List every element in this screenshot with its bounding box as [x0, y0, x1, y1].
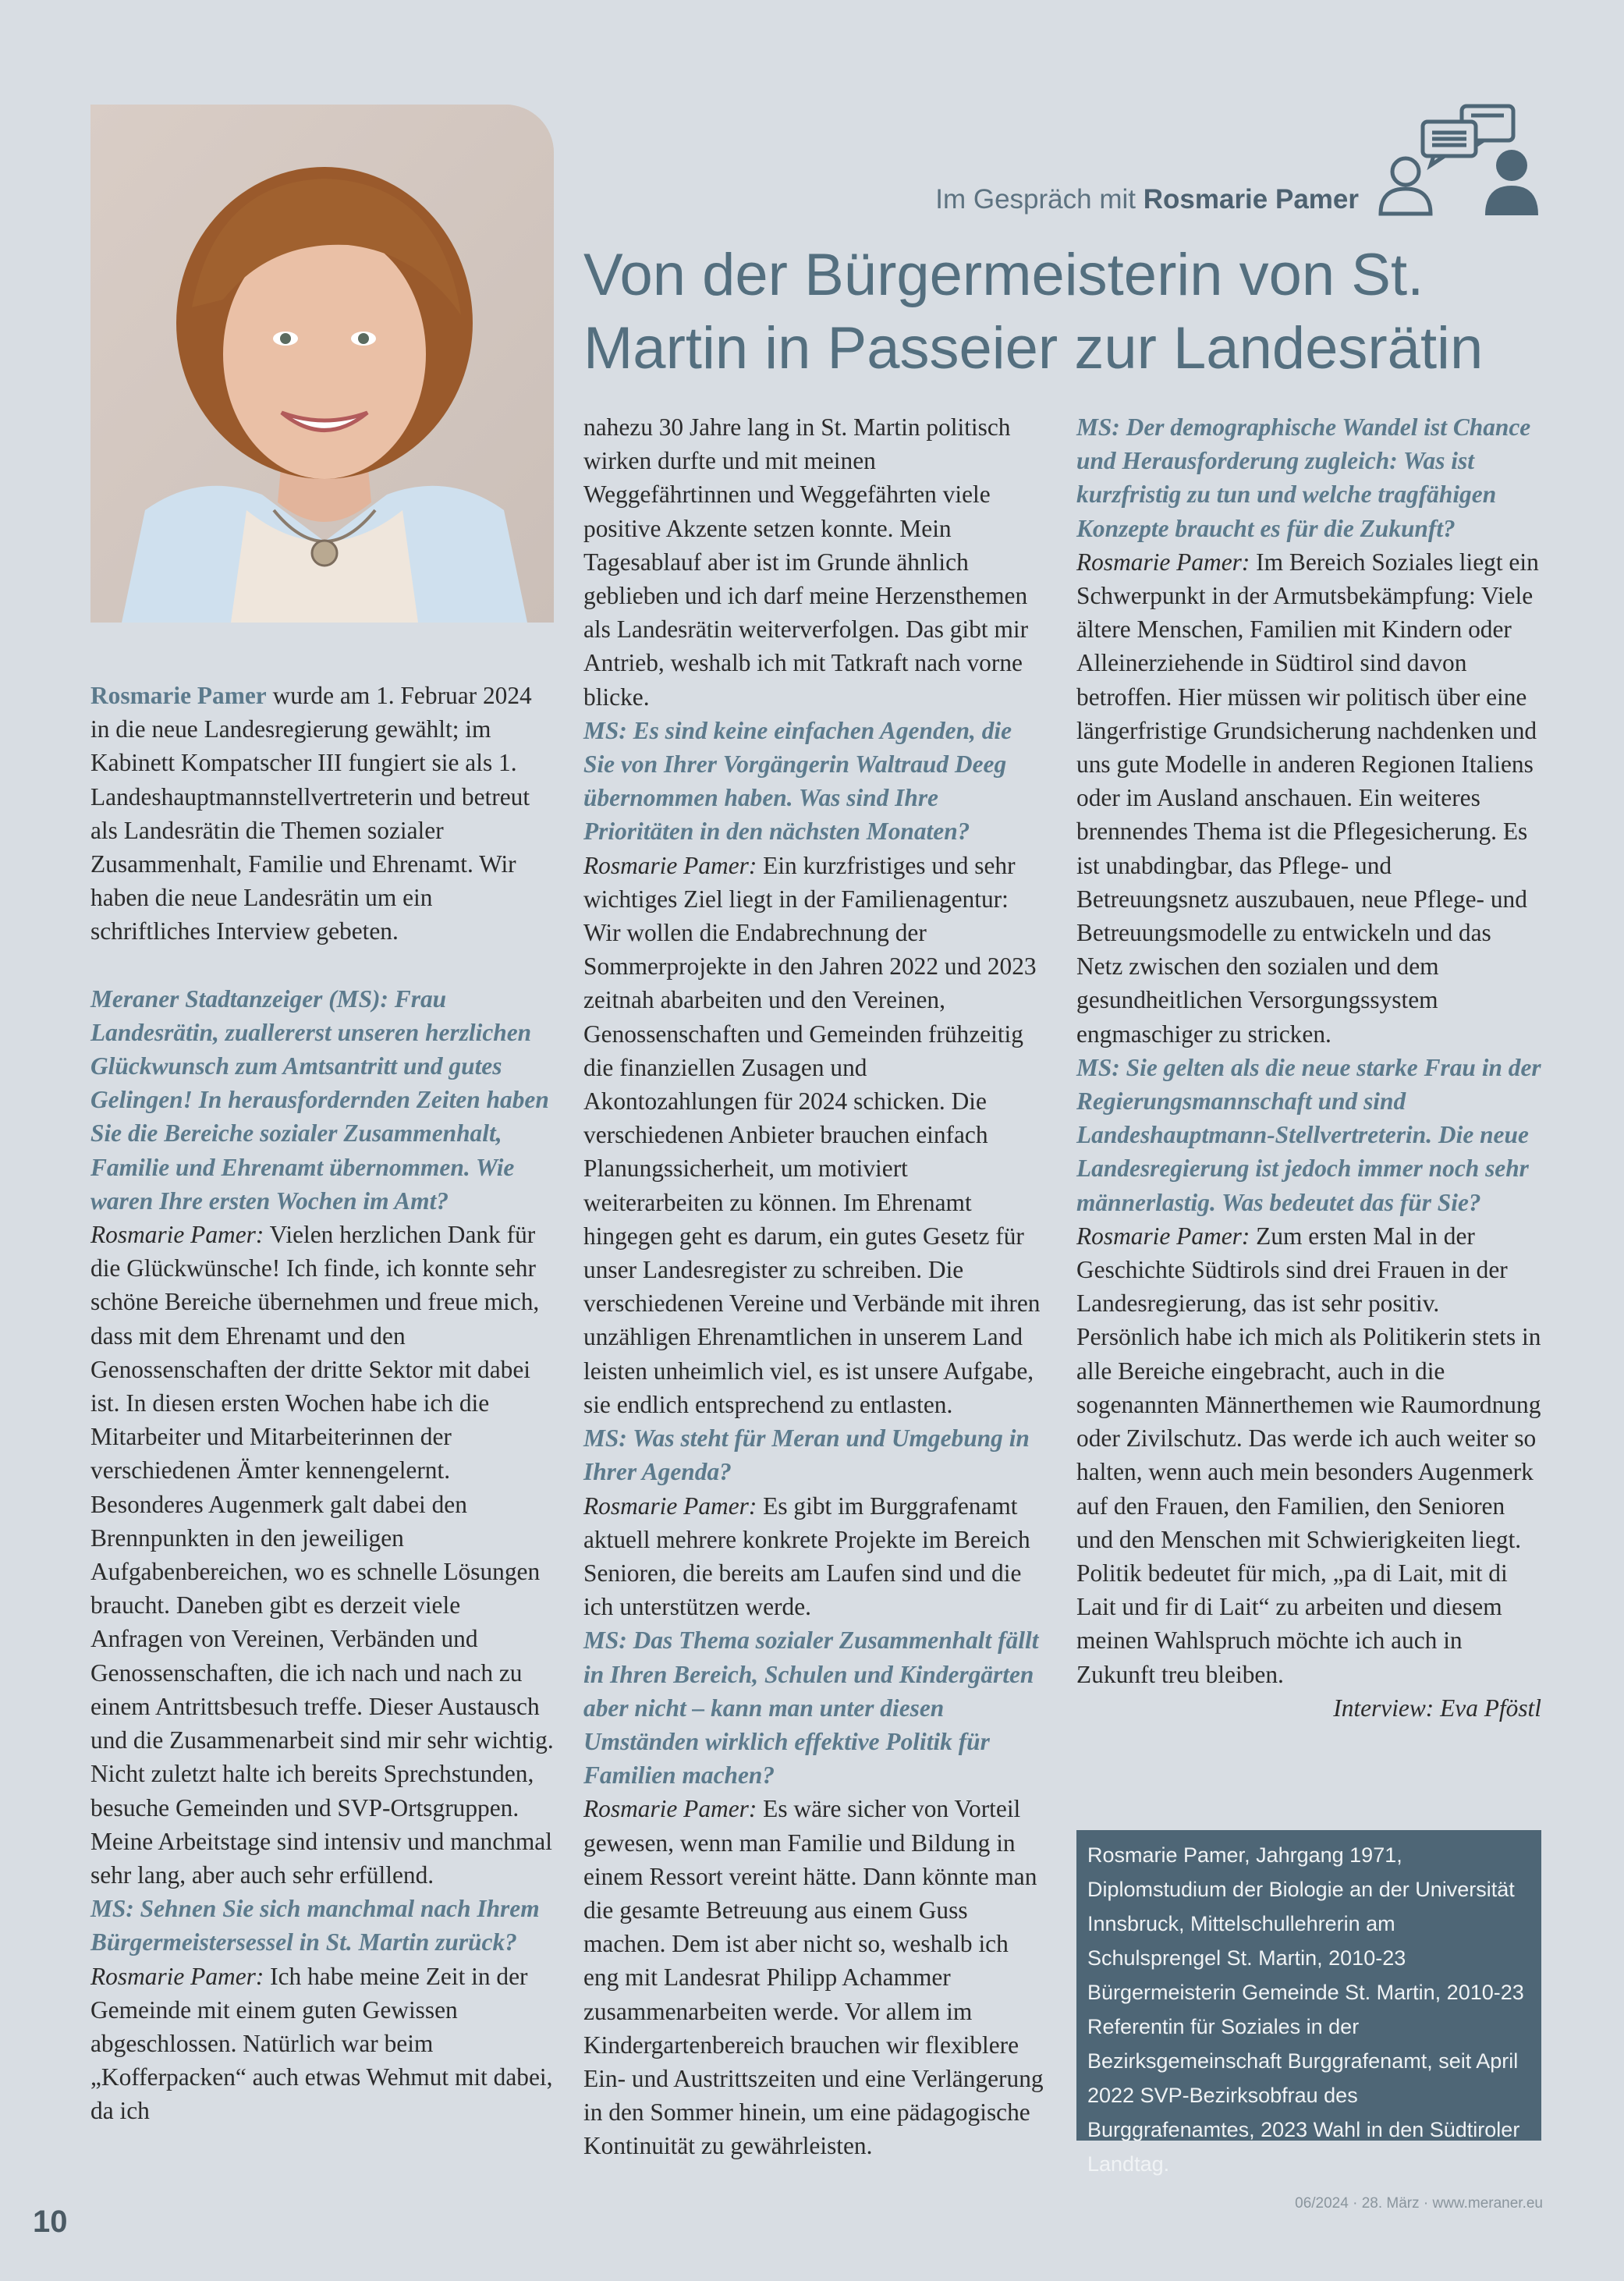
text-column-2 [583, 410, 1044, 2163]
kicker-name: Rosmarie Pamer [1143, 184, 1359, 215]
issue-info: 06/2024 · 28. März · www.meraner.eu [1295, 2195, 1543, 2212]
answer-speaker: Rosmarie Pamer: [583, 851, 757, 879]
question-7: MS: Sie gelten als die neue starke Frau in der Regierungsmannschaft und sind Landeshauptmann-Stellvertreterin. Die neue Landesregierung ist jedoch immer noch sehr männerlastig. Was bedeutet das für Sie? [1076, 1053, 1541, 1216]
portrait-photo [90, 105, 554, 623]
interview-credit: Interview: Eva Pföstl [1333, 1694, 1541, 1722]
kicker-prefix: Im Gespräch mit [935, 184, 1136, 215]
answer-speaker: Rosmarie Pamer: [583, 1795, 757, 1823]
answer-5 [583, 1792, 1044, 2162]
answer-6 [1076, 545, 1541, 1051]
answer-text: Vielen herzlichen Dank für die Glückwünsche! Ich finde, ich konnte sehr schöne Bereiche übernehmen und freue mich, dass mit dem Ehrenamt und den Genossenschaften der dritte Sektor mit dabei ist. In diesen ersten Wochen habe ich die Mitarbeiter und Mitarbeiterinnen der verschiedenen Ämter kennengelernt. Besonderes Augenmerk galt dabei den Brennpunkten in den jeweiligen Aufgabenbereichen, wo es schnelle Lösungen braucht. Daneben gibt es derzeit viele Anfragen von Vereinen, Verbänden und Genossenschaften, die ich nach und nach zu einem Antrittsbesuch treffe. Dieser Austausch und die Zusammenarbeit sind mir sehr wichtig. Nicht zuletzt halte ich bereits Sprechstunden, besuche Gemeinden und SVP-Ortsgruppen. Meine Arbeitstage sind intensiv und manchmal sehr lang, aber auch sehr erfüllend. [90, 1221, 554, 1889]
answer-speaker: Rosmarie Pamer: [90, 1962, 264, 1990]
answer-text: Zum ersten Mal in der Geschichte Südtirols sind drei Frauen in der Landesregierung, das ist sehr positiv. Persönlich habe ich mich als Politikerin stets in alle Bereiche eingebracht, auch in die sogenannten Männerthemen wie Raumordnung oder Zivilschutz. Das werde ich auch weiter so halten, wenn auch mein besonders Augenmerk auf den Frauen, den Familien, den Senioren und den Menschen mit Schwierigkeiten liegt. Politik bedeutet für mich, „pa di Lait, mit di Lait und fir di Lait“ zu arbeiten und diesem meinen Wahlspruch möchte ich auch in Zukunft treu bleiben. [1076, 1222, 1541, 1688]
answer-4 [583, 1489, 1044, 1624]
answer-7 [1076, 1219, 1541, 1691]
answer-text: Im Bereich Soziales liegt ein Schwerpunkt in der Armutsbekämpfung: Viele ältere Menschen, Familien mit Kindern oder Alleinerziehende in Südtirol sind davon betroffen. Hier müssen wir politisch über eine längerfristige Grundsicherung nachdenken und uns gute Modelle in anderen Regionen Italiens oder im Ausland anschauen. Ein weiteres brennendes Thema ist die Pflegesicherung. Es ist unabdingbar, das Pflege- und Betreuungsnetz auszubauen, neue Pflege- und Betreuungsmodelle zu entwickeln und das Netz zwischen den sozialen und dem gesundheitlichen Versorgungssystem engmaschiger zu stricken. [1076, 548, 1539, 1048]
answer-speaker: Rosmarie Pamer: [1076, 548, 1250, 576]
text-column-1 [90, 679, 554, 2128]
article-headline: Von der Bürgermeisterin von St. Martin in Passeier zur Landesrätin [583, 242, 1484, 381]
bio-box [1076, 1830, 1541, 2176]
portrait-illustration [90, 105, 554, 623]
page-number: 10 [33, 2205, 68, 2239]
answer-text: Ich habe meine Zeit in der Gemeinde mit einem guten Gewissen abgeschlossen. Natürlich war beim „Kofferpacken“ auch etwas Wehmut mit dabei, da ich [90, 1962, 553, 2125]
question-1: Meraner Stadtanzeiger (MS): Frau Landesrätin, zuallererst unseren herzlichen Glückwunsch zum Amtsantritt und gutes Gelingen! In herausfordernden Zeiten haben Sie die Bereiche sozialer Zusammenhalt, Familie und Ehrenamt übernommen. Wie waren Ihre ersten Wochen im Amt? [90, 984, 549, 1215]
answer-speaker: Rosmarie Pamer: [583, 1492, 757, 1520]
answer-text: Es gibt im Burggrafenamt aktuell mehrere konkrete Projekte im Bereich Senioren, die bereits am Laufen sind und die ich unterstützen werde. [583, 1492, 1030, 1621]
intro-name: Rosmarie Pamer [90, 682, 267, 709]
answer-text: Es wäre sicher von Vorteil gewesen, wenn man Familie und Bildung in einem Ressort vereint hätte. Dann könnte man die gesamte Betreuung aus einem Guss machen. Dem ist aber nicht so, weshalb ich eng mit Landesrat Philipp Achammer zusammenarbeiten werde. Vor allem im Kindergartenbereich brauchen wir flexiblere Ein- und Austrittszeiten und eine Verlängerung in den Sommer hinein, um eine pädagogische Kontinuität zu gewährleisten. [583, 1795, 1044, 2160]
answer-text: Ein kurzfristiges und sehr wichtiges Ziel liegt in der Familienagentur: Wir wollen die Endabrechnung der Sommerprojekte in den Jahren 2022 und 2023 zeitnah abarbeiten und den Vereinen, Genossenschaften und Gemeinden frühzeitig die finanziellen Zusagen und Akontozahlungen für 2024 schicken. Die verschiedenen Anbieter brauchen einfach Planungssicherheit, um motiviert weiterarbeiten zu können. Im Ehrenamt hingegen geht es darum, ein gutes Gesetz für unser Landesregister zu schreiben. Die verschiedenen Vereine und Verbände mit ihren unzähligen Ehrenamtlichen in unserem Land leisten unheimlich viel, es ist unsere Aufgabe, sie endlich entsprechend zu entlasten. [583, 851, 1041, 1418]
interview-kicker [935, 184, 1359, 215]
question-5: MS: Das Thema sozialer Zusammenhalt fällt in Ihren Bereich, Schulen und Kindergärten aber nicht – kann man unter diesen Umständen wirklich effektive Politik für Familien machen? [583, 1626, 1039, 1790]
answer-2-continued: nahezu 30 Jahre lang in St. Martin politisch wirken durfte und mit meinen Weggefährtinnen und Weggefährten viele positive Akzente setzen konnte. Mein Tagesablauf aber ist im Grunde ähnlich geblieben und ich darf meine Herzensthemen als Landesrätin weiterverfolgen. Das gibt mir Antrieb, weshalb ich mit Tatkraft nach vorne blicke. [583, 413, 1029, 711]
answer-speaker: Rosmarie Pamer: [1076, 1222, 1250, 1250]
question-6: MS: Der demographische Wandel ist Chance und Herausforderung zugleich: Was ist kurzfristig zu tun und welche tragfähigen Konzepte braucht es für die Zukunft? [1076, 413, 1531, 542]
question-4: MS: Was steht für Meran und Umgebung in Ihrer Agenda? [583, 1424, 1030, 1486]
answer-2 [90, 1960, 554, 2128]
intro-paragraph [90, 679, 554, 949]
answer-speaker: Rosmarie Pamer: [90, 1221, 264, 1249]
answer-1 [90, 1218, 554, 1892]
question-2: MS: Sehnen Sie sich manchmal nach Ihrem Bürgermeistersessel in St. Martin zurück? [90, 1895, 540, 1956]
intro-text: wurde am 1. Februar 2024 in die neue Landesregierung gewählt; im Kabinett Kompatscher III fungiert sie als 1. Landeshauptmannstellvertreterin und betreut als Landesrätin die Themen sozialer Zusammenhalt, Familie und Ehrenamt. Wir haben die neue Landesrätin um ein schriftliches Interview gebeten. [90, 682, 532, 945]
bio-text: Rosmarie Pamer, Jahrgang 1971, Diplomstudium der Biologie an der Universität Innsbruck, Mittelschullehrerin am Schulsprengel St. Martin, 2010-23 Bürgermeisterin Gemeinde St. Martin, 2010-23 Referentin für Soziales in der Bezirksgemeinschaft Burggrafenamt, seit April 2022 SVP-Bezirksobfrau des Burggrafenamtes, 2023 Wahl in den Südtiroler Landtag. [1087, 1843, 1524, 2176]
interview-chat-icon [1374, 101, 1548, 218]
text-column-3 [1076, 410, 1541, 1725]
question-3: MS: Es sind keine einfachen Agenden, die Sie von Ihrer Vorgängerin Waltraud Deeg übernommen haben. Was sind Ihre Prioritäten in den nächsten Monaten? [583, 716, 1012, 846]
answer-3 [583, 849, 1044, 1421]
